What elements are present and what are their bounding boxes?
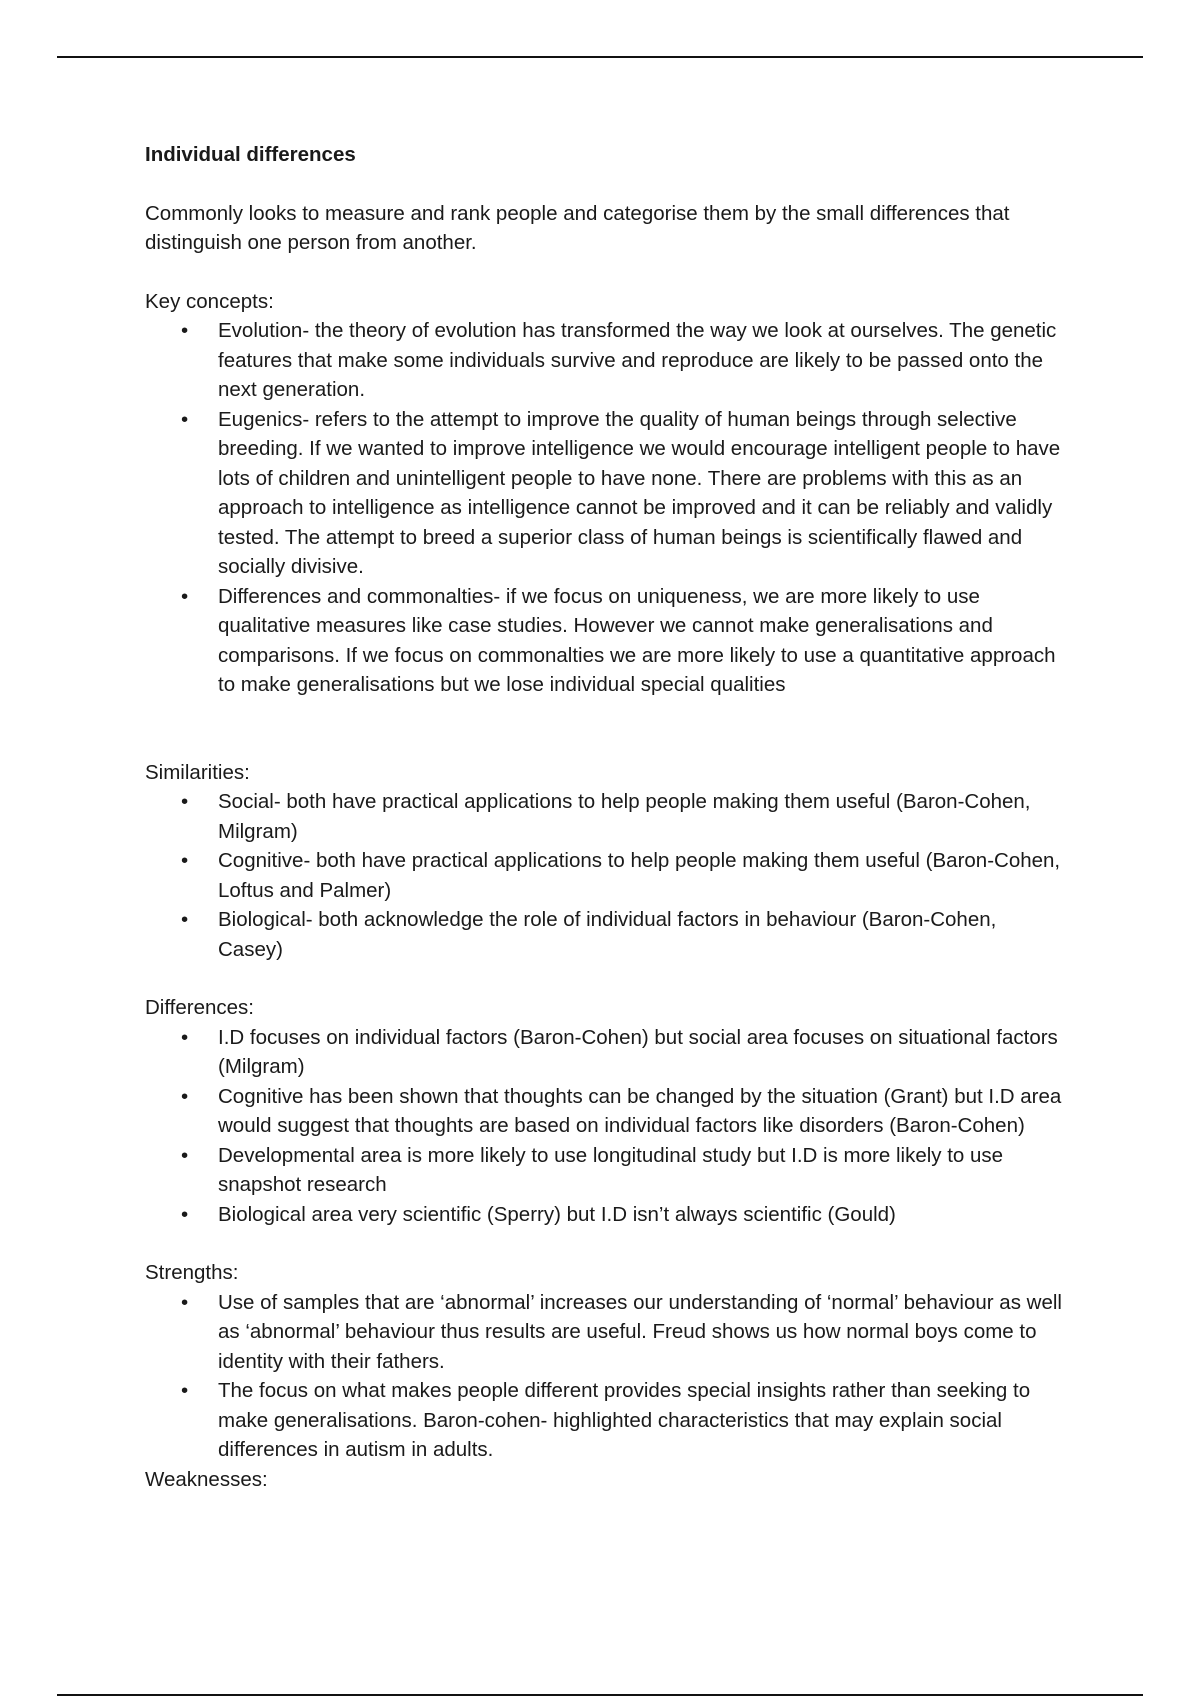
- bullet-icon: •: [181, 584, 189, 608]
- section-heading-key-concepts: Key concepts:: [145, 289, 274, 313]
- list-item: [145, 582, 1065, 700]
- list-item: [145, 405, 1065, 582]
- similarities-list: [145, 787, 1065, 964]
- bullet-icon: •: [181, 1379, 189, 1402]
- bullet-icon: •: [181, 908, 189, 931]
- strengths-list: [145, 1288, 1065, 1465]
- document-title: Individual differences: [145, 143, 356, 166]
- list-item-text: The focus on what makes people different provides special insights rather than seeking to make generalisations. Baron-cohen- highlighted characteristics that may explain social differences in autism in adults.: [218, 1379, 1031, 1461]
- section-heading-differences: Differences:: [145, 996, 255, 1019]
- intro-paragraph: Commonly looks to measure and rank people and categorise them by the small differences that distinguish one person from another.: [145, 201, 1010, 254]
- bullet-icon: •: [181, 849, 189, 872]
- list-item: [145, 1141, 1065, 1200]
- bullet-icon: •: [181, 1025, 189, 1049]
- list-item: [145, 1082, 1065, 1141]
- bullet-icon: •: [181, 1290, 189, 1314]
- list-item-text: Evolution- the theory of evolution has transformed the way we look at ourselves. The genetic features that make some individuals survive and reproduce are likely to be passed onto the next generation.: [218, 319, 1057, 401]
- list-item: [145, 1023, 1065, 1082]
- list-item-text: Biological area very scientific (Sperry) but I.D isn’t always scientific (Gould): [218, 1202, 896, 1226]
- list-item: [145, 316, 1065, 405]
- bullet-icon: •: [181, 1143, 189, 1167]
- bullet-icon: •: [181, 407, 189, 431]
- list-item: [145, 1200, 1065, 1230]
- header-rule: [57, 56, 1143, 58]
- key-concepts-list: [145, 316, 1065, 700]
- list-item-text: Developmental area is more likely to use longitudinal study but I.D is more likely to use snapshot research: [218, 1143, 1004, 1196]
- section-heading-similarities: Similarities:: [145, 760, 250, 784]
- list-item: [145, 1288, 1065, 1377]
- bullet-icon: •: [181, 790, 189, 813]
- bullet-icon: •: [181, 1084, 189, 1108]
- section-heading-weaknesses: Weaknesses:: [145, 1467, 268, 1491]
- list-item-text: Biological- both acknowledge the role of individual factors in behaviour (Baron-Cohen, Casey): [218, 908, 997, 961]
- section-heading-strengths: Strengths:: [145, 1261, 239, 1284]
- list-item: [145, 787, 1065, 846]
- differences-list: [145, 1023, 1065, 1230]
- bullet-icon: •: [181, 1202, 189, 1226]
- list-item-text: Cognitive- both have practical applications to help people making them useful (Baron-Cohen, Loftus and Palmer): [218, 849, 1061, 902]
- list-item-text: Use of samples that are ‘abnormal’ increases our understanding of ‘normal’ behaviour as well as ‘abnormal’ behaviour thus results are useful. Freud shows us how normal boys come to identity with their fathers.: [218, 1290, 1062, 1373]
- list-item-text: Cognitive has been shown that thoughts can be changed by the situation (Grant) but I.D area would suggest that thoughts are based on individual factors like disorders (Baron-Cohen): [218, 1084, 1062, 1137]
- list-item: [145, 1376, 1065, 1465]
- list-item-text: I.D focuses on individual factors (Baron-Cohen) but social area focuses on situational factors (Milgram): [218, 1025, 1058, 1078]
- list-item-text: Eugenics- refers to the attempt to improve the quality of human beings through selective breeding. If we wanted to improve intelligence we would encourage intelligent people to have lots of children and unintelligent people to have none. There are problems with this as an approach to intelligence as intelligence cannot be improved and it can be reliably and validly tested. The attempt to breed a superior class of human beings is scientifically flawed and socially divisive.: [218, 407, 1061, 578]
- list-item-text: Differences and commonalties- if we focus on uniqueness, we are more likely to use qualitative measures like case studies. However we cannot make generalisations and comparisons. If we focus on commonalties we are more likely to use a quantitative approach to make generalisations but we lose individual special qualities: [218, 584, 1056, 696]
- list-item: [145, 905, 1065, 964]
- footer-rule: [57, 1694, 1143, 1696]
- document-body: [145, 140, 1065, 1494]
- list-item: [145, 846, 1065, 905]
- bullet-icon: •: [181, 319, 189, 342]
- list-item-text: Social- both have practical applications to help people making them useful (Baron-Cohen, Milgram): [218, 790, 1031, 843]
